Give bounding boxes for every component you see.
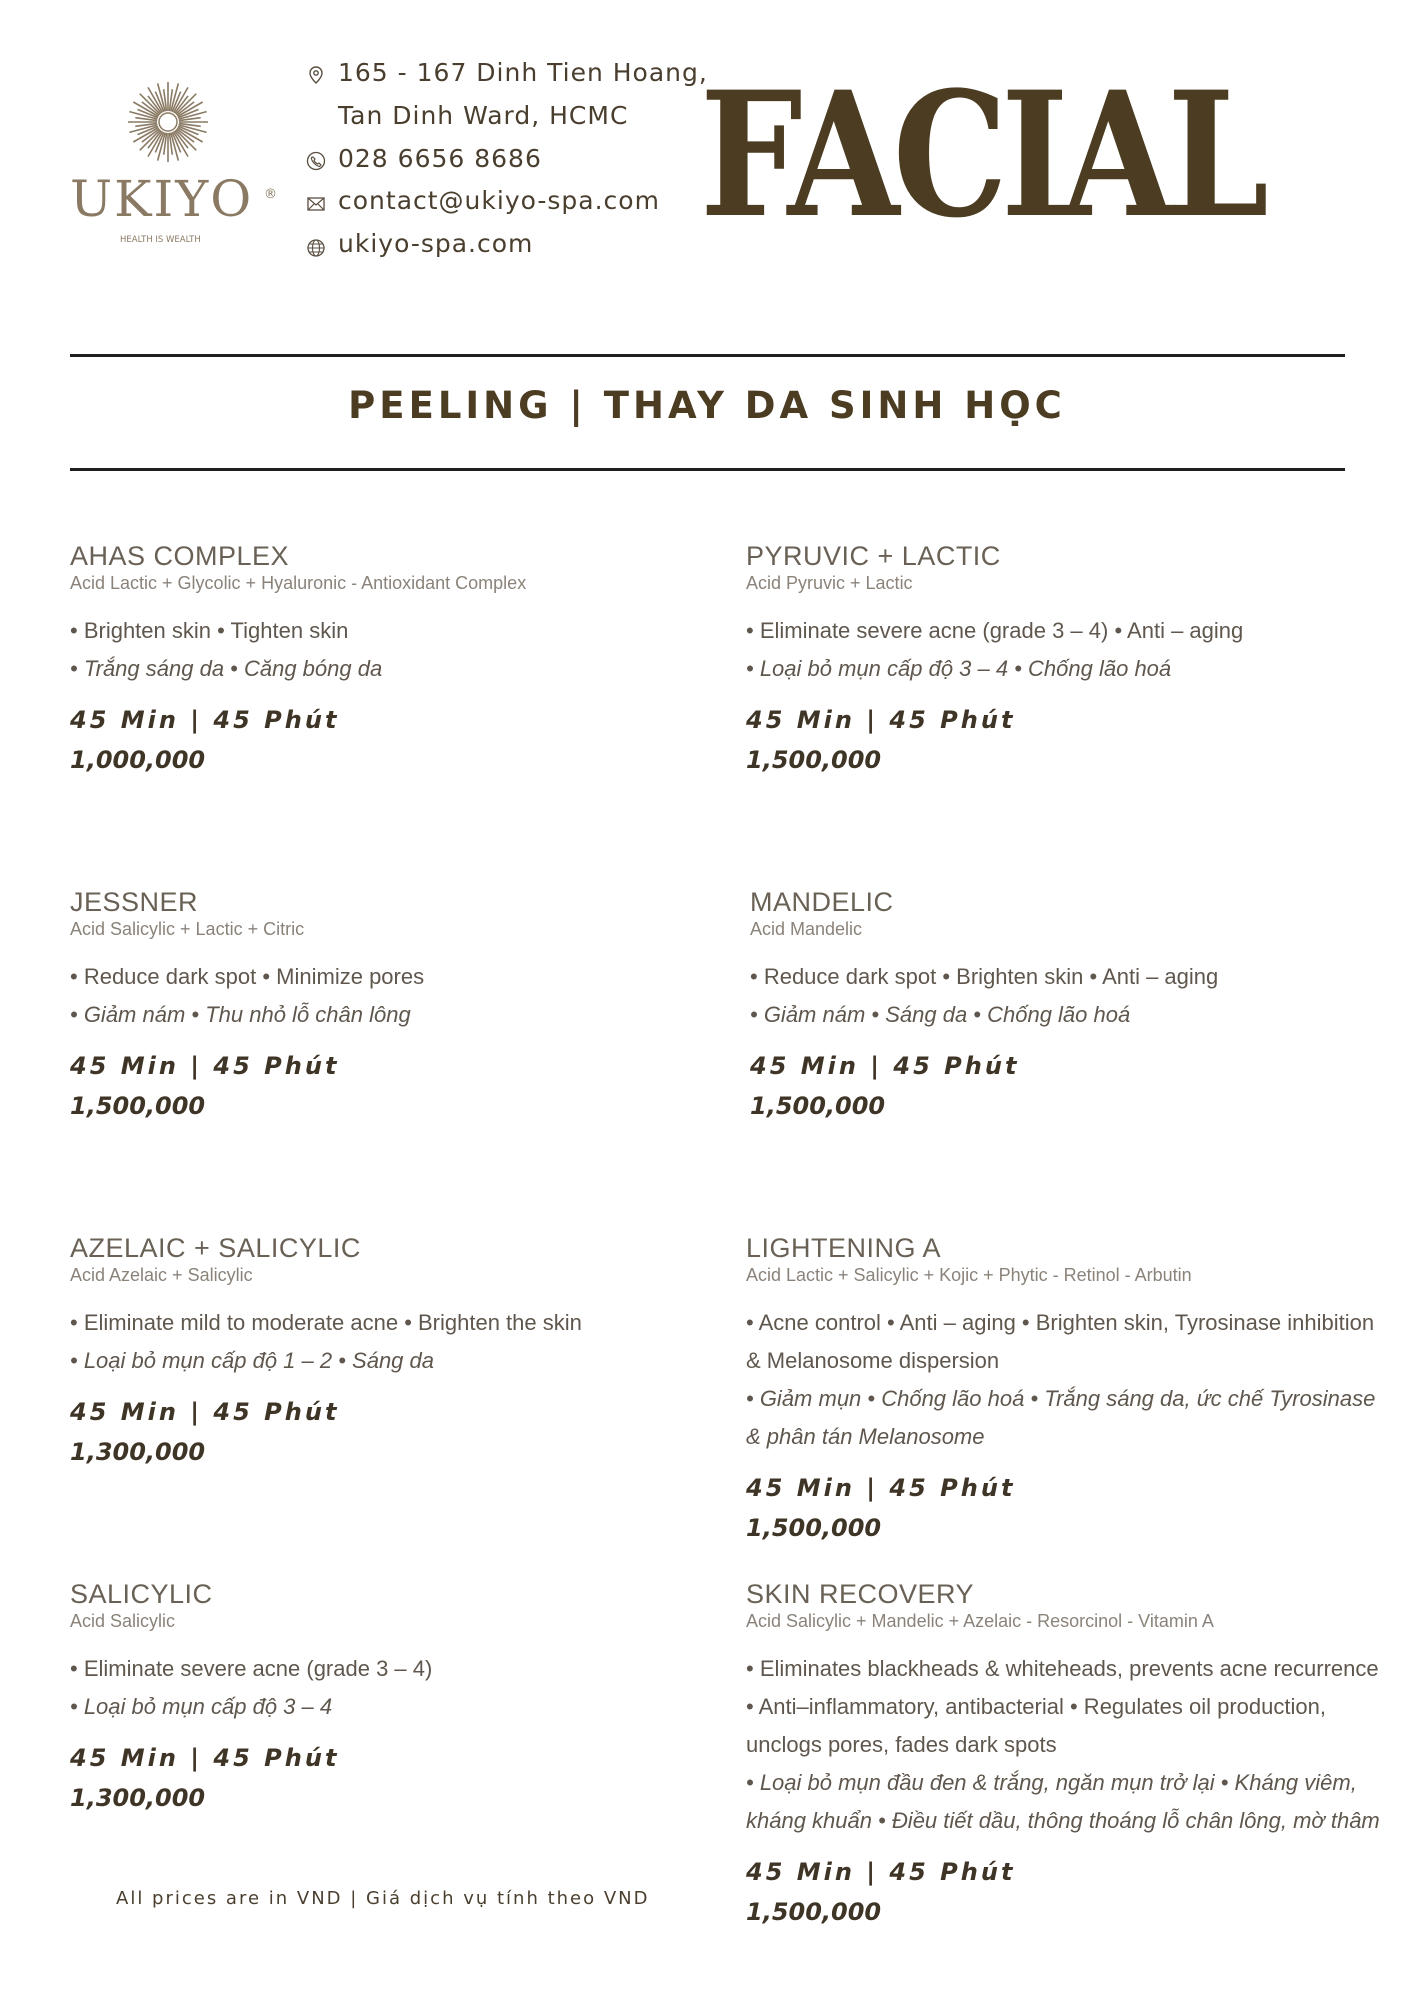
top-divider (70, 354, 1345, 357)
service-benefits-vi: • Trắng sáng da • Căng bóng da (70, 656, 383, 681)
service-benefits-vi: • Loại bỏ mụn cấp độ 3 – 4 • Chống lão hoá (746, 656, 1172, 681)
page-title: FACIAL (700, 53, 1263, 256)
service-name: JESSNER (70, 887, 199, 917)
service-duration: 45 Min | 45 Phút (70, 706, 340, 734)
service-price: 1,300,000 (70, 1784, 206, 1812)
service-card (70, 1578, 710, 1818)
location-pin-icon (306, 65, 326, 85)
service-duration: 45 Min | 45 Phút (746, 1858, 1016, 1886)
service-ingredients: Acid Salicylic (70, 1611, 176, 1631)
service-benefits-vi: • Giảm mụn • Chống lão hoá • Trắng sáng da, ức chế Tyrosinase & phân tán Melanosome (746, 1386, 1376, 1449)
service-duration: 45 Min | 45 Phút (70, 1052, 340, 1080)
service-duration: 45 Min | 45 Phút (746, 706, 1016, 734)
price-footnote: All prices are in VND | Giá dịch vụ tính theo VND (116, 1888, 650, 1909)
email-icon (306, 194, 326, 214)
service-price: 1,000,000 (70, 746, 206, 774)
service-benefits-vi: • Giảm nám • Sáng da • Chống lão hoá (750, 1002, 1131, 1027)
service-benefits-en: • Acne control • Anti – aging • Brighten skin, Tyrosinase inhibition & Melanosome dispersion (746, 1310, 1375, 1373)
brand-name: UKIYO (70, 170, 254, 228)
phone-number[interactable]: 028 6656 8686 (338, 144, 542, 173)
service-duration: 45 Min | 45 Phút (750, 1052, 1020, 1080)
service-card (750, 886, 1390, 1126)
service-name: LIGHTENING A (746, 1233, 942, 1263)
service-card (70, 886, 710, 1126)
service-name: AZELAIC + SALICYLIC (70, 1233, 361, 1263)
service-card (746, 1232, 1386, 1548)
service-benefits-vi: • Giảm nám • Thu nhỏ lỗ chân lông (70, 1002, 411, 1027)
section-title: PEELING | THAY DA SINH HỌC (348, 384, 1066, 427)
service-duration: 45 Min | 45 Phút (70, 1398, 340, 1426)
service-benefits-en: • Eliminate severe acne (grade 3 – 4) (70, 1656, 433, 1681)
service-card (70, 1232, 710, 1472)
service-ingredients: Acid Mandelic (750, 919, 863, 939)
service-benefits-en: • Eliminate mild to moderate acne • Brighten the skin (70, 1310, 582, 1335)
service-ingredients: Acid Azelaic + Salicylic (70, 1265, 253, 1285)
service-duration: 45 Min | 45 Phút (746, 1474, 1016, 1502)
service-name: AHAS COMPLEX (70, 541, 290, 571)
service-benefits-en: • Eliminates blackheads & whiteheads, prevents acne recurrence • Anti–inflammatory, antibacterial • Regulates oil production, unclogs pores, fades dark spots (746, 1656, 1379, 1757)
phone-icon (306, 151, 326, 171)
service-ingredients: Acid Lactic + Salicylic + Kojic + Phytic - Retinol - Arbutin (746, 1265, 1192, 1285)
globe-icon (306, 238, 326, 258)
service-benefits-en: • Reduce dark spot • Brighten skin • Anti – aging (750, 964, 1219, 989)
bottom-divider (70, 468, 1345, 471)
service-card (746, 540, 1386, 780)
service-ingredients: Acid Lactic + Glycolic + Hyaluronic - Antioxidant Complex (70, 573, 527, 593)
email-address[interactable]: contact@ukiyo-spa.com (338, 186, 660, 215)
service-card (746, 1578, 1386, 1932)
service-name: SKIN RECOVERY (746, 1579, 975, 1609)
service-price: 1,500,000 (746, 1514, 882, 1542)
address-line-1: 165 - 167 Dinh Tien Hoang, (338, 58, 708, 87)
service-benefits-vi: • Loại bỏ mụn cấp độ 1 – 2 • Sáng da (70, 1348, 434, 1373)
service-name: MANDELIC (750, 887, 894, 917)
service-card (70, 540, 710, 780)
service-price: 1,500,000 (746, 1898, 882, 1926)
service-name: SALICYLIC (70, 1579, 213, 1609)
service-benefits-en: • Brighten skin • Tighten skin (70, 618, 349, 643)
ukiyo-logo (68, 78, 288, 248)
service-ingredients: Acid Salicylic + Lactic + Citric (70, 919, 305, 939)
service-ingredients: Acid Salicylic + Mandelic + Azelaic - Resorcinol - Vitamin A (746, 1611, 1214, 1631)
brand-tagline: HEALTH IS WEALTH (120, 235, 201, 245)
service-benefits-en: • Eliminate severe acne (grade 3 – 4) • Anti – aging (746, 618, 1244, 643)
service-benefits-en: • Reduce dark spot • Minimize pores (70, 964, 425, 989)
service-price: 1,500,000 (746, 746, 882, 774)
service-price: 1,500,000 (70, 1092, 206, 1120)
service-price: 1,300,000 (70, 1438, 206, 1466)
service-benefits-vi: • Loại bỏ mụn cấp độ 3 – 4 (70, 1694, 333, 1719)
service-ingredients: Acid Pyruvic + Lactic (746, 573, 913, 593)
website-link[interactable]: ukiyo-spa.com (338, 229, 534, 258)
svg-text:®: ® (264, 187, 277, 202)
service-benefits-vi: • Loại bỏ mụn đầu đen & trắng, ngăn mụn trở lại • Kháng viêm, kháng khuẩn • Điều tiết dầu, thông thoáng lỗ chân lông, mờ thâm (746, 1770, 1380, 1833)
address-line-2: Tan Dinh Ward, HCMC (338, 101, 629, 130)
service-price: 1,500,000 (750, 1092, 886, 1120)
service-duration: 45 Min | 45 Phút (70, 1744, 340, 1772)
service-name: PYRUVIC + LACTIC (746, 541, 1001, 571)
